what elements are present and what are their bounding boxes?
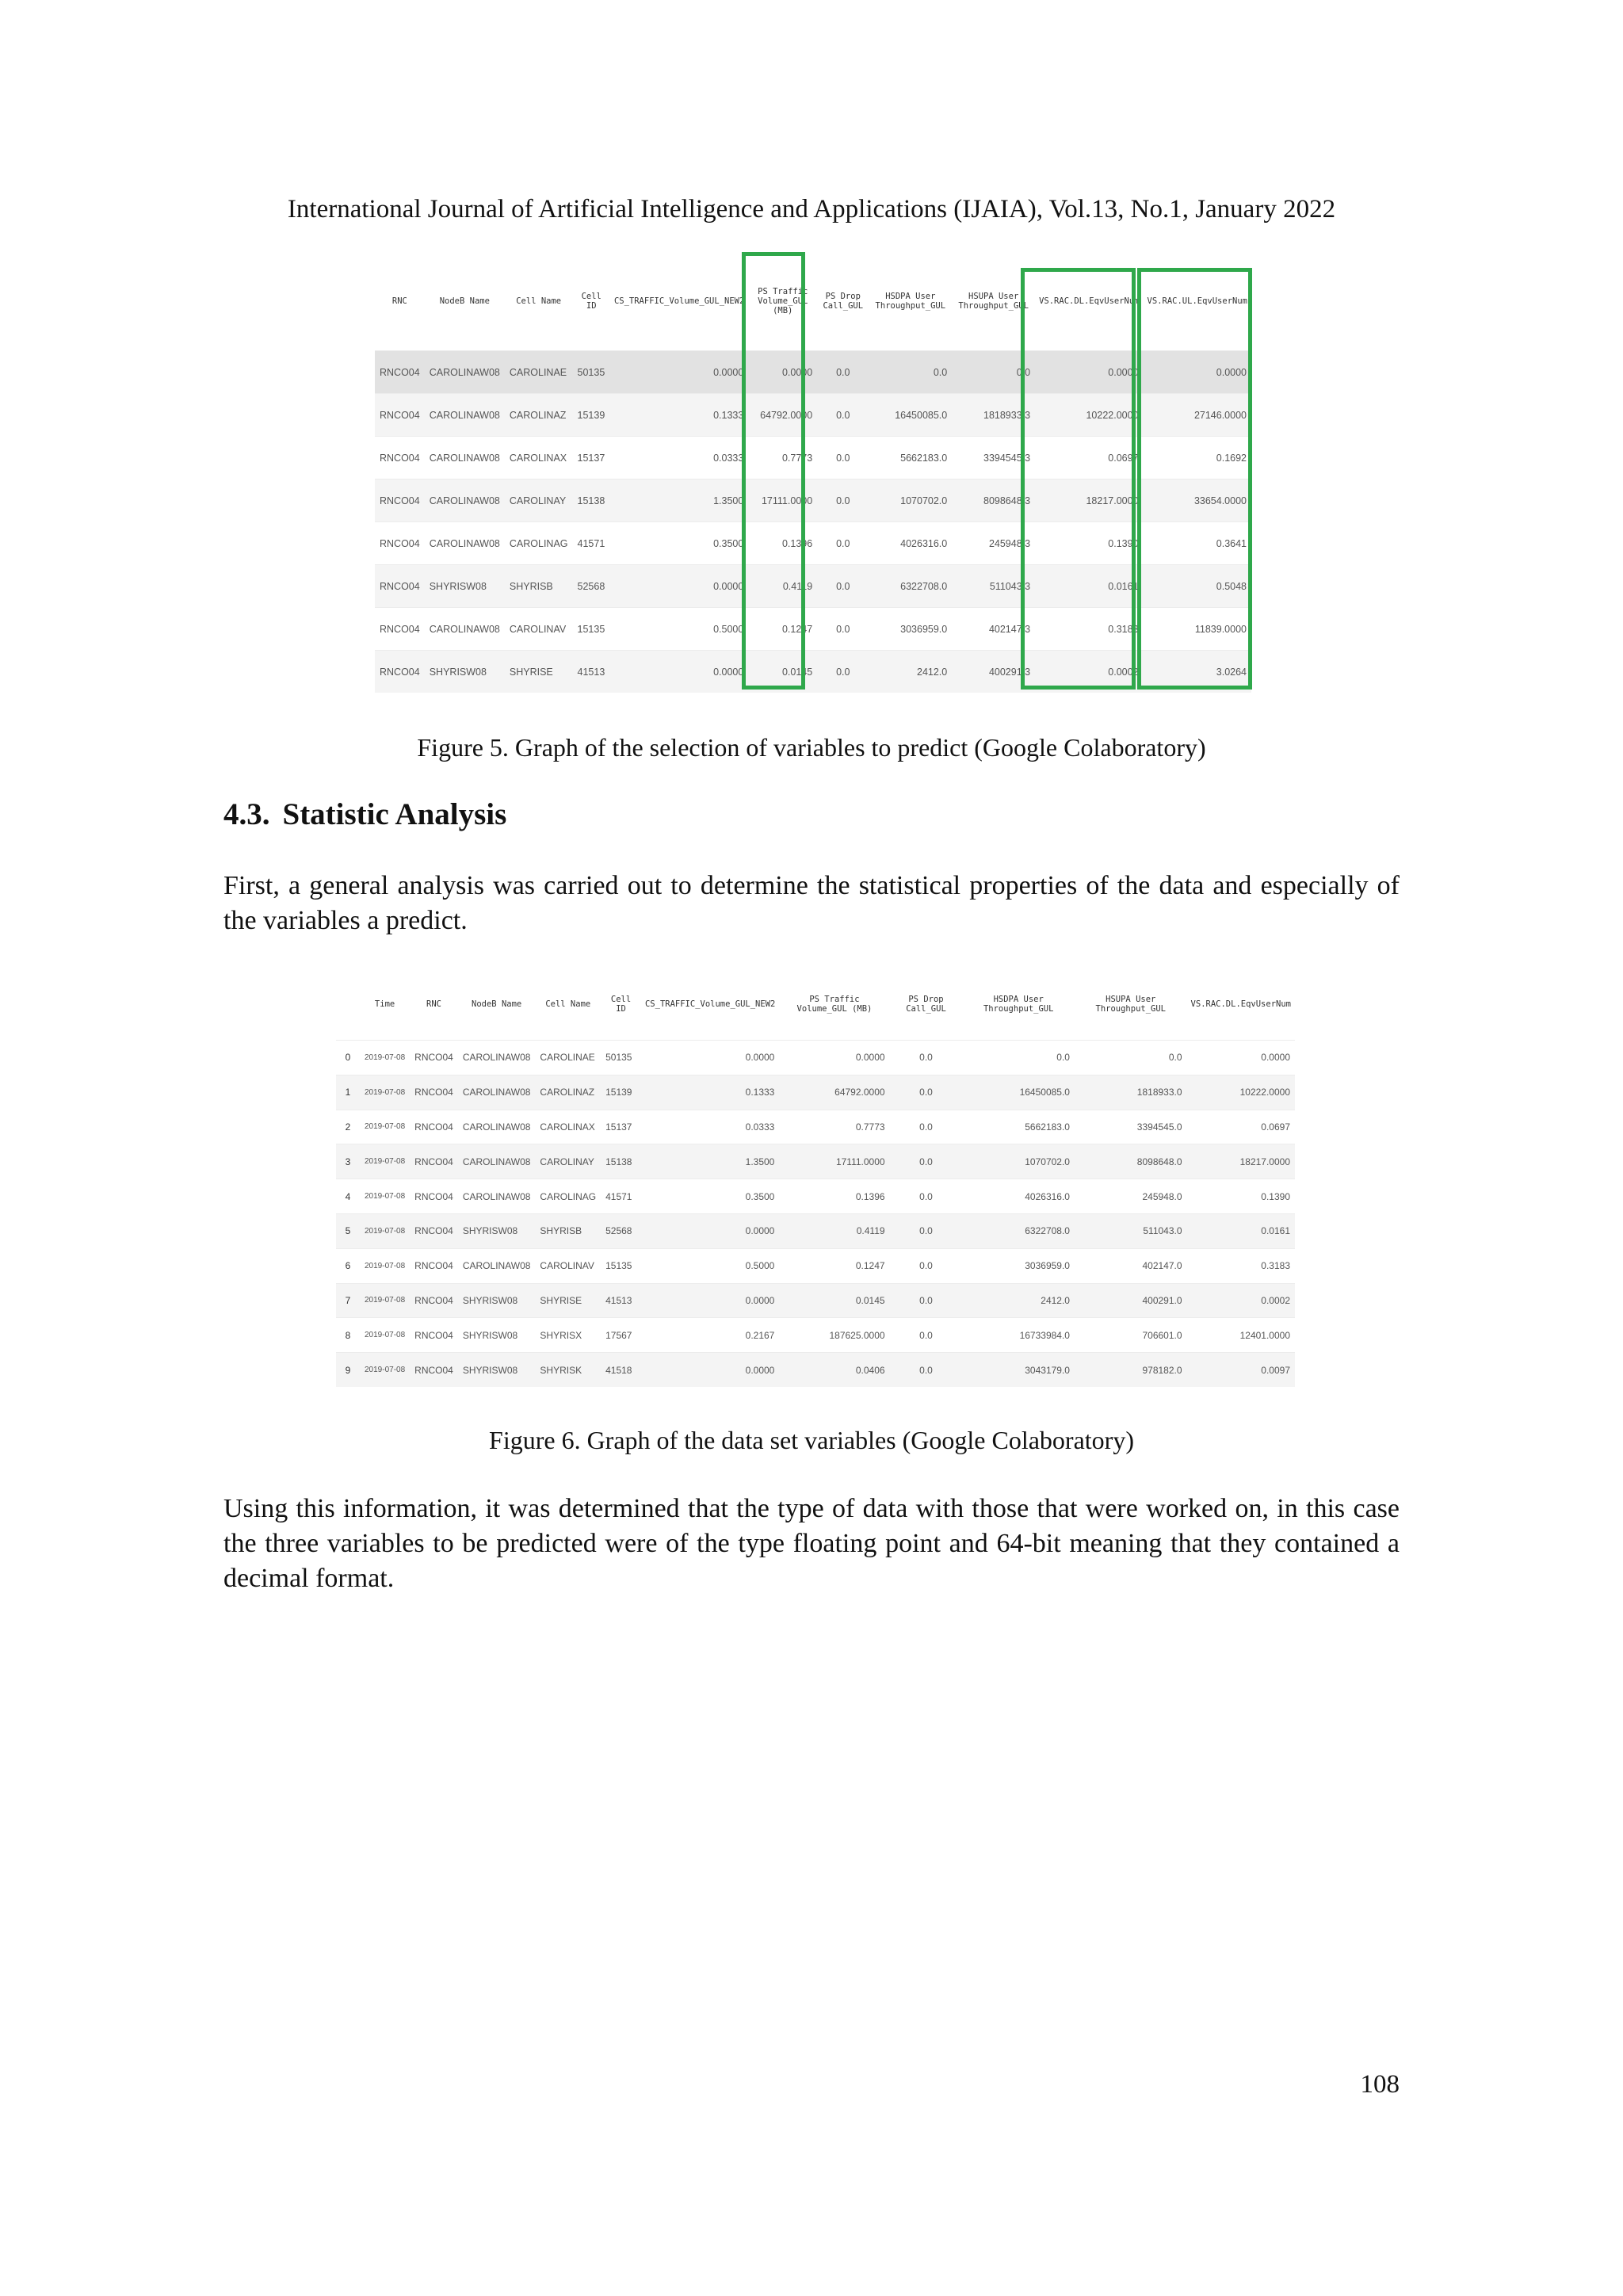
table-cell: 15139 [601,1075,641,1110]
table-cell: 3.0264 [1144,651,1251,693]
table-cell: 3043179.0 [962,1353,1075,1387]
table-cell: CAROLINAV [505,608,573,651]
table-row [336,1248,1295,1283]
table-cell: RNCO04 [410,1075,458,1110]
section-number: 4.3. [223,797,270,831]
table-cell: 0.0145 [779,1283,889,1318]
table-row [336,1144,1295,1179]
table-cell: 0.0 [1075,1041,1187,1075]
table-cell: 402147.0 [1075,1248,1187,1283]
table-cell: 0.3183 [1035,608,1143,651]
table-cell: RNCO04 [410,1248,458,1283]
table-cell: RNCO04 [375,608,425,651]
table-cell: CAROLINAW08 [425,437,505,479]
table-cell: 4 [336,1179,360,1214]
table-cell: 0.0 [890,1144,963,1179]
table-cell: 2412.0 [962,1283,1075,1318]
table-cell: 4026316.0 [962,1179,1075,1214]
table-cell: 16733984.0 [962,1318,1075,1353]
table-cell: 0.0406 [779,1353,889,1387]
table-cell: SHYRISW08 [458,1353,536,1387]
table-cell: 1 [336,1075,360,1110]
table-cell: 0.0 [890,1041,963,1075]
table-cell: 2019-07-08 [360,1110,410,1144]
table-cell: 8098648.0 [1075,1144,1187,1179]
table-cell: RNCO04 [410,1110,458,1144]
table-cell: 52568 [573,565,610,608]
table-cell: CAROLINAE [505,351,573,394]
table-cell: CAROLINAW08 [425,479,505,522]
table-cell: 0.0000 [641,1283,779,1318]
table-cell: 0.4119 [779,1213,889,1248]
column-header: VS.RAC.UL.EqvUserNum [1147,296,1247,306]
table-cell: SHYRISW08 [425,565,505,608]
table-cell: RNCO04 [375,437,425,479]
table-cell: CAROLINAW08 [425,522,505,565]
column-header: RNC [391,296,407,306]
table-cell: CAROLINAZ [505,394,573,437]
table-row [336,1318,1295,1353]
dataset-table [336,968,1295,1387]
table-cell: 18217.0000 [1187,1144,1295,1179]
table-cell: 0.3500 [610,522,748,565]
table-cell: CAROLINAW08 [458,1144,536,1179]
table-row [336,1041,1295,1075]
column-header: Cell ID [610,994,632,1014]
table-cell: RNCO04 [375,394,425,437]
table-cell: 0.0697 [1187,1110,1295,1144]
table-cell: RNCO04 [410,1213,458,1248]
table-cell: CAROLINAW08 [458,1248,536,1283]
table-cell: 2019-07-08 [360,1179,410,1214]
table-cell: 400291.0 [1075,1283,1187,1318]
column-header: RNC [426,999,441,1009]
table-cell: 50135 [601,1041,641,1075]
table-cell: 0.2167 [641,1318,779,1353]
table-cell: 0.1333 [641,1075,779,1110]
table-cell: SHYRISW08 [458,1213,536,1248]
table-row [336,1179,1295,1214]
table-cell: 15135 [573,608,610,651]
table-cell: 50135 [573,351,610,394]
table-cell: 0.0 [817,608,869,651]
table-cell: 0.0161 [1035,565,1143,608]
table-cell: 2019-07-08 [360,1318,410,1353]
table-cell: RNCO04 [410,1318,458,1353]
table-cell: 5 [336,1213,360,1248]
table-cell: 0.0 [890,1075,963,1110]
table-cell: 978182.0 [1075,1353,1187,1387]
table-cell: 5662183.0 [869,437,952,479]
table-cell: 3394545.3 [952,437,1035,479]
table-cell: 15138 [573,479,610,522]
paragraph-intro: First, a general analysis was carried out to determine the statistical properties of the data and especially of the variables a predict. [223,871,1400,935]
page-number: 108 [1360,2070,1400,2099]
table-cell: 17567 [601,1318,641,1353]
table-cell: 245948.0 [1075,1179,1187,1214]
table-row [336,1075,1295,1110]
table-cell: RNCO04 [410,1283,458,1318]
column-header [336,968,360,1041]
table-cell: 0.0 [817,437,869,479]
table-cell: 17111.0000 [748,479,817,522]
table-cell: 16450085.0 [869,394,952,437]
table-cell: 0.5000 [610,608,748,651]
table-cell: SHYRISW08 [458,1318,536,1353]
running-header: International Journal of Artificial Intelligence and Applications (IJAIA), Vol.13, No.1, January 2022 [287,195,1336,223]
table-cell: 0.0 [817,479,869,522]
table-cell: 0.0 [890,1248,963,1283]
table-cell: 0.0000 [610,351,748,394]
table-cell: 0.4119 [748,565,817,608]
table-cell: 15138 [601,1144,641,1179]
table-cell: 3 [336,1144,360,1179]
table-cell: CAROLINAZ [535,1075,601,1110]
table-cell: 706601.0 [1075,1318,1187,1353]
section-title: Statistic Analysis [282,797,507,831]
table-cell: RNCO04 [410,1144,458,1179]
table-cell: 0.0 [890,1110,963,1144]
table-cell: 0.0 [817,394,869,437]
table-cell: 0.0002 [1187,1283,1295,1318]
column-header: Cell ID [581,291,601,311]
table-cell: 6322708.0 [869,565,952,608]
table-cell: 12401.0000 [1187,1318,1295,1353]
table-cell: 4026316.0 [869,522,952,565]
table-cell: CAROLINAW08 [425,351,505,394]
table-cell: CAROLINAW08 [458,1041,536,1075]
table-row [336,1283,1295,1318]
table-cell: 0.0 [817,522,869,565]
table-cell: 0.1247 [779,1248,889,1283]
table-cell: 0.0 [890,1283,963,1318]
table-cell: 0.0333 [610,437,748,479]
column-header: Cell Name [516,296,562,306]
table-cell: 0.0000 [1144,351,1251,394]
table-cell: 11839.0000 [1144,608,1251,651]
table-cell: 0.0000 [641,1353,779,1387]
table-cell: 0.1390 [1035,522,1143,565]
table-cell: CAROLINAV [535,1248,601,1283]
table-cell: 0.0000 [641,1041,779,1075]
table-cell: 2019-07-08 [360,1213,410,1248]
highlight-box-ps-traffic [742,252,805,690]
table-cell: 0.0333 [641,1110,779,1144]
table-cell: CAROLINAG [505,522,573,565]
table-cell: SHYRISE [535,1283,601,1318]
table-cell: SHYRISB [505,565,573,608]
table-cell: 0.3641 [1144,522,1251,565]
table-cell: 10222.0000 [1035,394,1143,437]
table-cell: 0.0 [817,651,869,693]
figure-6-caption: Figure 6. Graph of the data set variables (Google Colaboratory) [489,1426,1134,1454]
column-header: PS Traffic Volume_GUL (MB) [758,286,808,316]
table-cell: 41571 [573,522,610,565]
figure-6-table [336,968,1295,1394]
table-cell: SHYRISB [535,1213,601,1248]
column-header: CS_TRAFFIC_Volume_GUL_NEW2 [613,296,745,306]
table-cell: 0.5000 [641,1248,779,1283]
table-cell: RNCO04 [375,351,425,394]
table-cell: CAROLINAX [505,437,573,479]
table-cell: 0.1247 [748,608,817,651]
table-cell: 1818933.0 [1075,1075,1187,1110]
table-cell: 16450085.0 [962,1075,1075,1110]
table-row [336,1353,1295,1387]
table-cell: RNCO04 [410,1179,458,1214]
table-cell: 0.3183 [1187,1248,1295,1283]
table-cell: 0.1333 [610,394,748,437]
column-header: PS Drop Call_GUL [823,291,864,311]
table-cell: 187625.0000 [779,1318,889,1353]
table-cell: 0.0 [869,351,952,394]
table-cell: 0.3500 [641,1179,779,1214]
table-cell: 2019-07-08 [360,1248,410,1283]
column-header: VS.RAC.DL.EqvUserNum [1190,999,1291,1009]
table-cell: CAROLINAX [535,1110,601,1144]
table-cell: 2019-07-08 [360,1283,410,1318]
table-cell: 511043.0 [1075,1213,1187,1248]
table-cell: RNCO04 [410,1353,458,1387]
table-cell: 6322708.0 [962,1213,1075,1248]
table-cell: 15139 [573,394,610,437]
table-cell: 2412.0 [869,651,952,693]
highlight-box-ul-eqvusernum [1137,268,1252,690]
table-row [336,1110,1295,1144]
table-cell: 6 [336,1248,360,1283]
table-cell: 0.5048 [1144,565,1251,608]
table-cell: SHYRISX [535,1318,601,1353]
table-cell: CAROLINAY [535,1144,601,1179]
table-cell: 0.1396 [748,522,817,565]
table-cell: 0.0 [817,351,869,394]
table-cell: 3394545.0 [1075,1110,1187,1144]
table-cell: 15137 [601,1110,641,1144]
table-cell: 8098648.3 [952,479,1035,522]
table-cell: RNCO04 [375,651,425,693]
table-cell: 0.0000 [1187,1041,1295,1075]
table-cell: 0.0000 [779,1041,889,1075]
column-header: NodeB Name [439,296,490,306]
table-cell: 400291.3 [952,651,1035,693]
table-cell: 0.7773 [779,1110,889,1144]
table-cell: 17111.0000 [779,1144,889,1179]
highlight-box-dl-eqvusernum [1021,268,1136,690]
table-cell: 0.0000 [1035,351,1143,394]
table-cell: RNCO04 [410,1041,458,1075]
table-row [336,1213,1295,1248]
column-header: Time [374,999,395,1009]
table-cell: 0.0000 [641,1213,779,1248]
table-cell: 1818933.3 [952,394,1035,437]
table-cell: CAROLINAW08 [425,608,505,651]
table-cell: 0.0 [952,351,1035,394]
table-cell: 7 [336,1283,360,1318]
column-header: Cell Name [545,999,591,1009]
table-cell: 0.1396 [779,1179,889,1214]
table-cell: 64792.0000 [779,1075,889,1110]
table-cell: RNCO04 [375,522,425,565]
table-cell: CAROLINAE [535,1041,601,1075]
table-cell: 52568 [601,1213,641,1248]
table-cell: 2019-07-08 [360,1075,410,1110]
table-cell: 41518 [601,1353,641,1387]
table-cell: 402147.3 [952,608,1035,651]
table-cell: 0.0 [890,1318,963,1353]
table-cell: CAROLINAW08 [458,1075,536,1110]
table-cell: RNCO04 [375,479,425,522]
table-cell: SHYRISW08 [458,1283,536,1318]
table-cell: CAROLINAW08 [458,1110,536,1144]
table-cell: 15137 [573,437,610,479]
table-cell: 0.0 [962,1041,1075,1075]
table-cell: 27146.0000 [1144,394,1251,437]
table-cell: 511043.3 [952,565,1035,608]
table-cell: 0.0145 [748,651,817,693]
table-cell: 0.0 [890,1213,963,1248]
table-cell: 0.0002 [1035,651,1143,693]
table-cell: 2019-07-08 [360,1041,410,1075]
table-cell: 0.0000 [610,565,748,608]
table-cell: RNCO04 [375,565,425,608]
table-cell: 0.0097 [1187,1353,1295,1387]
table-cell: 18217.0000 [1035,479,1143,522]
column-header: HSUPA User Throughput_GUL [1095,994,1167,1014]
table-cell: 33654.0000 [1144,479,1251,522]
table-cell: 0.0 [890,1353,963,1387]
column-header: NodeB Name [472,999,522,1009]
table-cell: 41571 [601,1179,641,1214]
table-cell: 1.3500 [641,1144,779,1179]
column-header: HSDPA User Throughput_GUL [875,291,946,311]
column-header: HSUPA User Throughput_GUL [958,291,1029,311]
table-cell: 1.3500 [610,479,748,522]
table-cell: 64792.0000 [748,394,817,437]
table-cell: 0.1390 [1187,1179,1295,1214]
section-heading [223,797,506,832]
column-header: PS Drop Call_GUL [906,994,946,1014]
table-cell: 41513 [573,651,610,693]
table-cell: 15135 [601,1248,641,1283]
table-cell: 3036959.0 [869,608,952,651]
table-cell: 0.0000 [610,651,748,693]
table-cell: 2019-07-08 [360,1144,410,1179]
table-cell: 10222.0000 [1187,1075,1295,1110]
table-cell: 245948.3 [952,522,1035,565]
table-cell: SHYRISK [535,1353,601,1387]
table-cell: 0.7773 [748,437,817,479]
table-cell: 0.1692 [1144,437,1251,479]
table-cell: CAROLINAW08 [458,1179,536,1214]
table-cell: 1070702.0 [869,479,952,522]
paragraph-conclusion: Using this information, it was determined that the type of data with those that were worked on, in this case the three variables to be predicted were of the type floating point and 64-bit meaning that they contained a decimal format. [223,1494,1400,1593]
table-cell: 2 [336,1110,360,1144]
table-cell: 8 [336,1318,360,1353]
column-header: HSDPA User Throughput_GUL [983,994,1054,1014]
table-cell: 1070702.0 [962,1144,1075,1179]
table-cell: 0.0 [890,1179,963,1214]
table-cell: 0 [336,1041,360,1075]
table-cell: CAROLINAG [535,1179,601,1214]
table-cell: 3036959.0 [962,1248,1075,1283]
table-cell: CAROLINAW08 [425,394,505,437]
table-cell: 2019-07-08 [360,1353,410,1387]
table-cell: 0.0 [817,565,869,608]
column-header: PS Traffic Volume_GUL (MB) [796,994,873,1014]
table-cell: CAROLINAY [505,479,573,522]
table-cell: 0.0161 [1187,1213,1295,1248]
table-cell: 41513 [601,1283,641,1318]
column-header: CS_TRAFFIC_Volume_GUL_NEW2 [644,999,776,1009]
figure-5-caption: Figure 5. Graph of the selection of variables to predict (Google Colaboratory) [417,733,1206,762]
table-cell: 9 [336,1353,360,1387]
figure-5-table [375,252,1251,688]
table-cell: 0.0000 [748,351,817,394]
table-cell: SHYRISE [505,651,573,693]
table-cell: SHYRISW08 [425,651,505,693]
table-cell: 0.0697 [1035,437,1143,479]
column-header: VS.RAC.DL.EqvUserNum [1039,296,1140,306]
table-cell: 5662183.0 [962,1110,1075,1144]
